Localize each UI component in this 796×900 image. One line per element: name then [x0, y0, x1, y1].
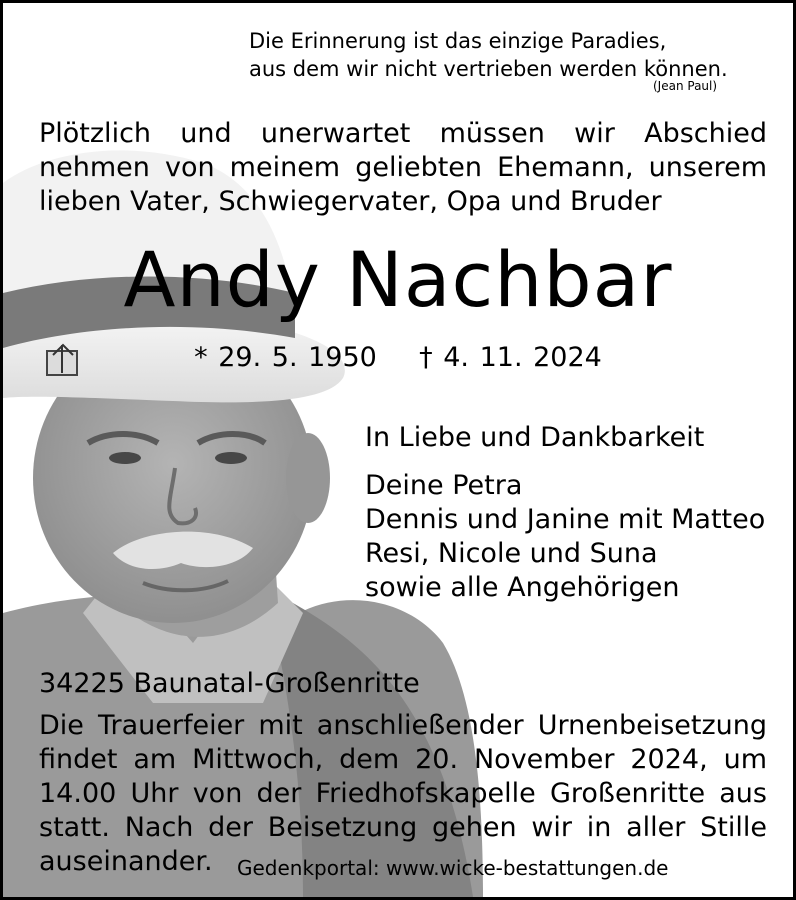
quote-author: (Jean Paul): [653, 79, 718, 93]
memorial-portal-link[interactable]: Gedenkportal: www.wicke-bestattungen.de: [237, 856, 669, 880]
quote-line-1: Die Erinnerung ist das einzige Paradies,: [249, 29, 667, 53]
ear: [286, 433, 330, 523]
family-greeting: In Liebe und Dankbarkeit: [365, 422, 705, 453]
family-member: sowie alle Angehörigen: [365, 572, 680, 603]
family-member: Deine Petra: [365, 470, 523, 501]
family-member: Resi, Nicole und Suna: [365, 538, 658, 569]
quote-line-2: aus dem wir nicht vertrieben werden können.: [249, 57, 728, 81]
location: 34225 Baunatal-Großenritte: [39, 668, 420, 699]
service-line-2: findet am Mittwoch, dem 20. November 2024, um: [39, 744, 767, 775]
family-member: Dennis und Janine mit Matteo: [365, 504, 766, 535]
intro-line-1: Plötzlich und unerwartet müssen wir Abschied: [39, 118, 767, 149]
deceased-name: Andy Nachbar: [123, 235, 673, 324]
birth-date: * 29. 5. 1950: [194, 342, 377, 373]
intro-line-2: nehmen von meinem geliebten Ehemann, unserem: [39, 152, 767, 183]
service-line-1: Die Trauerfeier mit anschließender Urnenbeisetzung: [39, 710, 767, 741]
intro-line-3: lieben Vater, Schwiegervater, Opa und Bruder: [39, 186, 662, 217]
service-line-4: statt. Nach der Beisetzung gehen wir in aller Stille: [39, 812, 767, 843]
service-line-3: 14.00 Uhr von der Friedhofskapelle Großenritte aus: [39, 778, 767, 809]
death-date: † 4. 11. 2024: [419, 342, 602, 373]
life-dates: [3, 341, 793, 375]
service-line-5: auseinander.: [39, 846, 213, 877]
